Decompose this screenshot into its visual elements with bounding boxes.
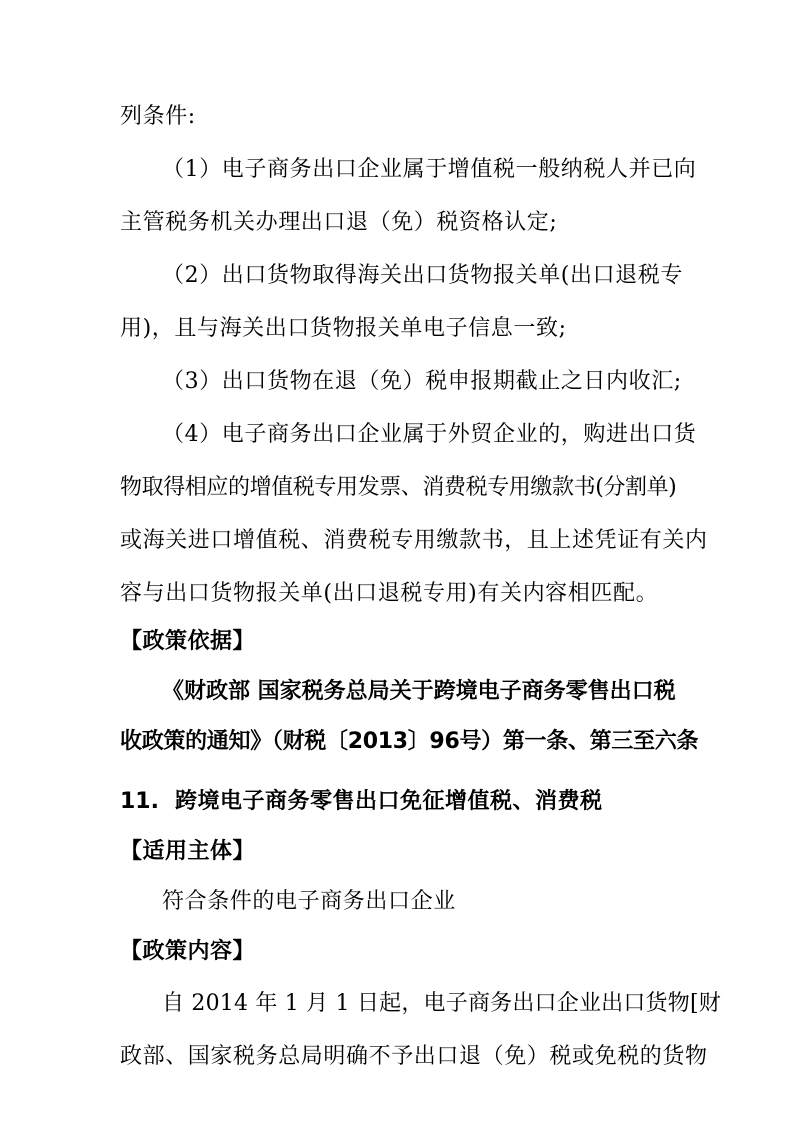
section-heading-applicable-subject: 【适用主体】: [120, 839, 256, 864]
section-heading-policy-basis: 【政策依据】: [120, 629, 256, 654]
body-line: 容与出口货物报关单(出口退税专用)有关内容相匹配。: [120, 581, 659, 606]
policy-content-line: 政部、国家税务总局明确不予出口退（免）税或免税的货物: [120, 1044, 708, 1069]
policy-content-line: 自 2014 年 1 月 1 日起，电子商务出口企业出口货物[财: [162, 991, 721, 1016]
body-line: 列条件:: [120, 104, 196, 129]
section-title: 跨境电子商务零售出口免征增值税、消费税: [175, 789, 603, 814]
body-line: 用)，且与海关出口货物报关单电子信息一致;: [120, 316, 567, 341]
policy-basis-line: 收政策的通知》（财税〔2013〕96号）第一条、第三至六条: [120, 729, 699, 754]
condition-item-4: （4）电子商务出口企业属于外贸企业的，购进出口货: [162, 422, 697, 447]
section-heading-policy-content: 【政策内容】: [120, 939, 256, 964]
condition-item-1: （1）电子商务出口企业属于增值税一般纳税人并已向: [162, 157, 697, 182]
condition-item-3: （3）出口货物在退（免）税申报期截止之日内收汇;: [162, 369, 682, 394]
body-line: 或海关进口增值税、消费税专用缴款书，且上述凭证有关内: [120, 528, 708, 553]
body-line: 物取得相应的增值税专用发票、消费税专用缴款书(分割单): [120, 475, 677, 500]
body-line: 主管税务机关办理出口退（免）税资格认定;: [120, 210, 558, 235]
condition-item-2: （2）出口货物取得海关出口货物报关单(出口退税专: [162, 263, 683, 288]
applicable-subject-text: 符合条件的电子商务出口企业: [162, 889, 456, 914]
section-number: 11.: [120, 789, 159, 814]
policy-basis-line: 《财政部 国家税务总局关于跨境电子商务零售出口税: [162, 679, 676, 704]
